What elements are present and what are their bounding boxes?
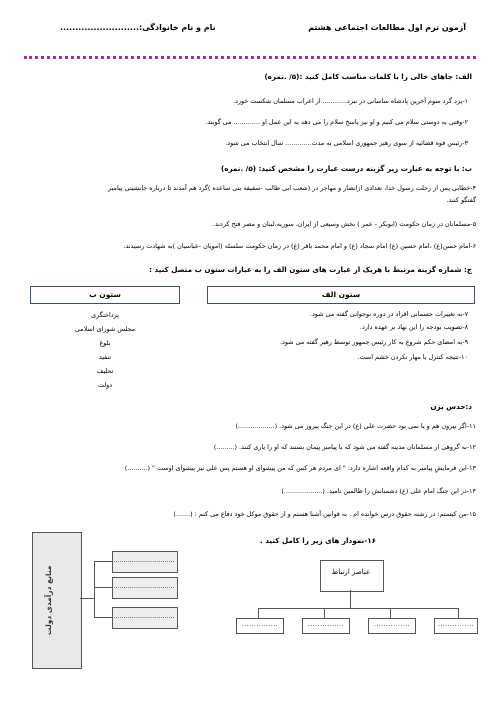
question-6: ۶-امام حسن(ع) ،امام حسین (ع) امام سجاد (ع) و امام محمد باقر (ع) در زمان حکومت سلسله (امویان -عباسیان )به شهادت رسیدند. <box>123 242 476 250</box>
section-b-title: ب: با توجه به عبارت زیر گزینه درست عبارت را مشخص کنید: (۵/ .نمره) <box>220 164 472 173</box>
communication-element-blank: ............... <box>434 618 478 634</box>
name-field-label: نام و نام خانوادگی:.......................... <box>60 23 216 32</box>
section-a-title: الف: جاهای خالی را با کلمات مناسب کامل کنید :(۵/ .نمره) <box>264 72 472 81</box>
revenue-source-blank: .............................. <box>113 582 175 590</box>
connector-line <box>258 608 458 609</box>
question-5: ۵-مسلمانان در زمان حکومت (ابوبکر - عمر ) بخش وسیعی از ایران، سوریه،لبنان و مصر فتح کردند. <box>212 220 476 228</box>
question-8: ۸-تصویب بودجه را این نهاد بر عهده دارد. <box>359 323 468 331</box>
connector-line <box>80 598 94 599</box>
column-b-item: پرداختگری <box>91 311 119 319</box>
section-c-title: ج: شماره گزینه مرتبط با هریک از عبارت های ستون الف را به عبارات ستون ب متصل کنید : <box>149 265 472 274</box>
question-13: ۱۳-این فرمایشِ پیامبر به کدام واقعه اشاره دارد: " ای مردم هر کس که من پیشوای او هستم پس علی نیز پیشوای اوست " (..........) <box>124 464 476 472</box>
question-2: ۲-وقتی به دوستی سلام می کنیم و او نیز پاسخ سلام را می دهد به این عمل او ............. می گویند. <box>205 118 468 126</box>
connector-line <box>94 587 112 588</box>
column-a-header: ستون الف <box>207 286 475 304</box>
question-1: ۱-یزد گرد سوم آخرین پادشاه ساسانی در نبرد............ از اعراب مسلمان شکست خورد. <box>233 97 468 105</box>
section-e-title: ۱۶-نمودار های زیر را کامل کنید . <box>260 536 376 545</box>
column-b-item: مجلس شورای اسلامی <box>74 325 136 333</box>
column-b-item: دولت <box>97 381 113 389</box>
exam-title: آزمون ترم اول مطالعات اجتماعی هشتم <box>308 23 466 32</box>
question-14: ۱۴-در این جنگ امام علی (ع) دشمنانش را ظالمین نامید. (...................) <box>281 487 476 495</box>
section-d-title: د:حدس بزن <box>430 402 472 411</box>
question-4-cont: گفتگو کنند. <box>446 196 476 204</box>
communication-element-blank: ............... <box>302 618 350 634</box>
communication-elements-label: عناصر ارتباط <box>331 568 371 576</box>
connector-line <box>390 608 391 618</box>
column-b-item: بلوغ <box>99 339 111 347</box>
question-10: ۱۰-نتیجه کنترل یا مهار نکردن خشم است. <box>357 353 468 361</box>
revenue-source-blank: .............................. <box>113 556 175 564</box>
column-b-item: تحلیف <box>96 367 114 375</box>
question-15: ۱۵-من کیستم: در رشته حقوق درس خوانده ام . به قوانین آشنا هستم و از حقوق موکل خود دفاع می کنم : (.......) <box>173 510 476 518</box>
government-revenue-label: منابع درآمدی دولت <box>44 565 53 635</box>
connector-line <box>458 608 459 618</box>
question-4: ۴-خطابی پس از رحلت رسول خدا، تعدادی ازانصار و مهاجر در (شعب ابی طالب -سقیفه بنی ساعده )گرد هم آمدند تا درباره جانشینی پیامبر <box>108 184 476 192</box>
communication-element-blank: ............... <box>368 618 416 634</box>
question-7: ۷-به تغییرات جسمانی افراد در دوره نوجوانی گفته می شود. <box>309 310 468 318</box>
connector-line <box>94 617 112 618</box>
connector-line <box>350 590 351 608</box>
connector-line <box>258 608 259 618</box>
revenue-source-blank: .............................. <box>113 612 175 620</box>
connector-line <box>324 608 325 618</box>
column-b-item: تنفید <box>98 353 112 361</box>
question-9: ۹-به امضای حکم شروع به کار رئیس جمهور توسط رهبر گفته می شود. <box>279 338 468 346</box>
communication-element-blank: ............... <box>236 618 284 634</box>
question-12: ۱۲-به گروهی از مسلمانان مدینه گفته می شود که با پیامبر پیمان بستند که او را یاری کنند. (.........) <box>213 443 476 451</box>
question-11: ۱۱-اگر بیرون هم و یا نمی بود حضرت علی (ع) در این جنگ پیروز می شود. (..................) <box>235 422 476 430</box>
question-3: ۳-رئیس قوه قضائیه از سوی رهبر جمهوری اسلامی به مدت............. سال انتخاب می شود. <box>225 139 468 147</box>
header-divider <box>24 56 476 59</box>
connector-line <box>94 561 95 618</box>
connector-line <box>94 561 112 562</box>
column-b-header: ستون ب <box>30 286 180 304</box>
